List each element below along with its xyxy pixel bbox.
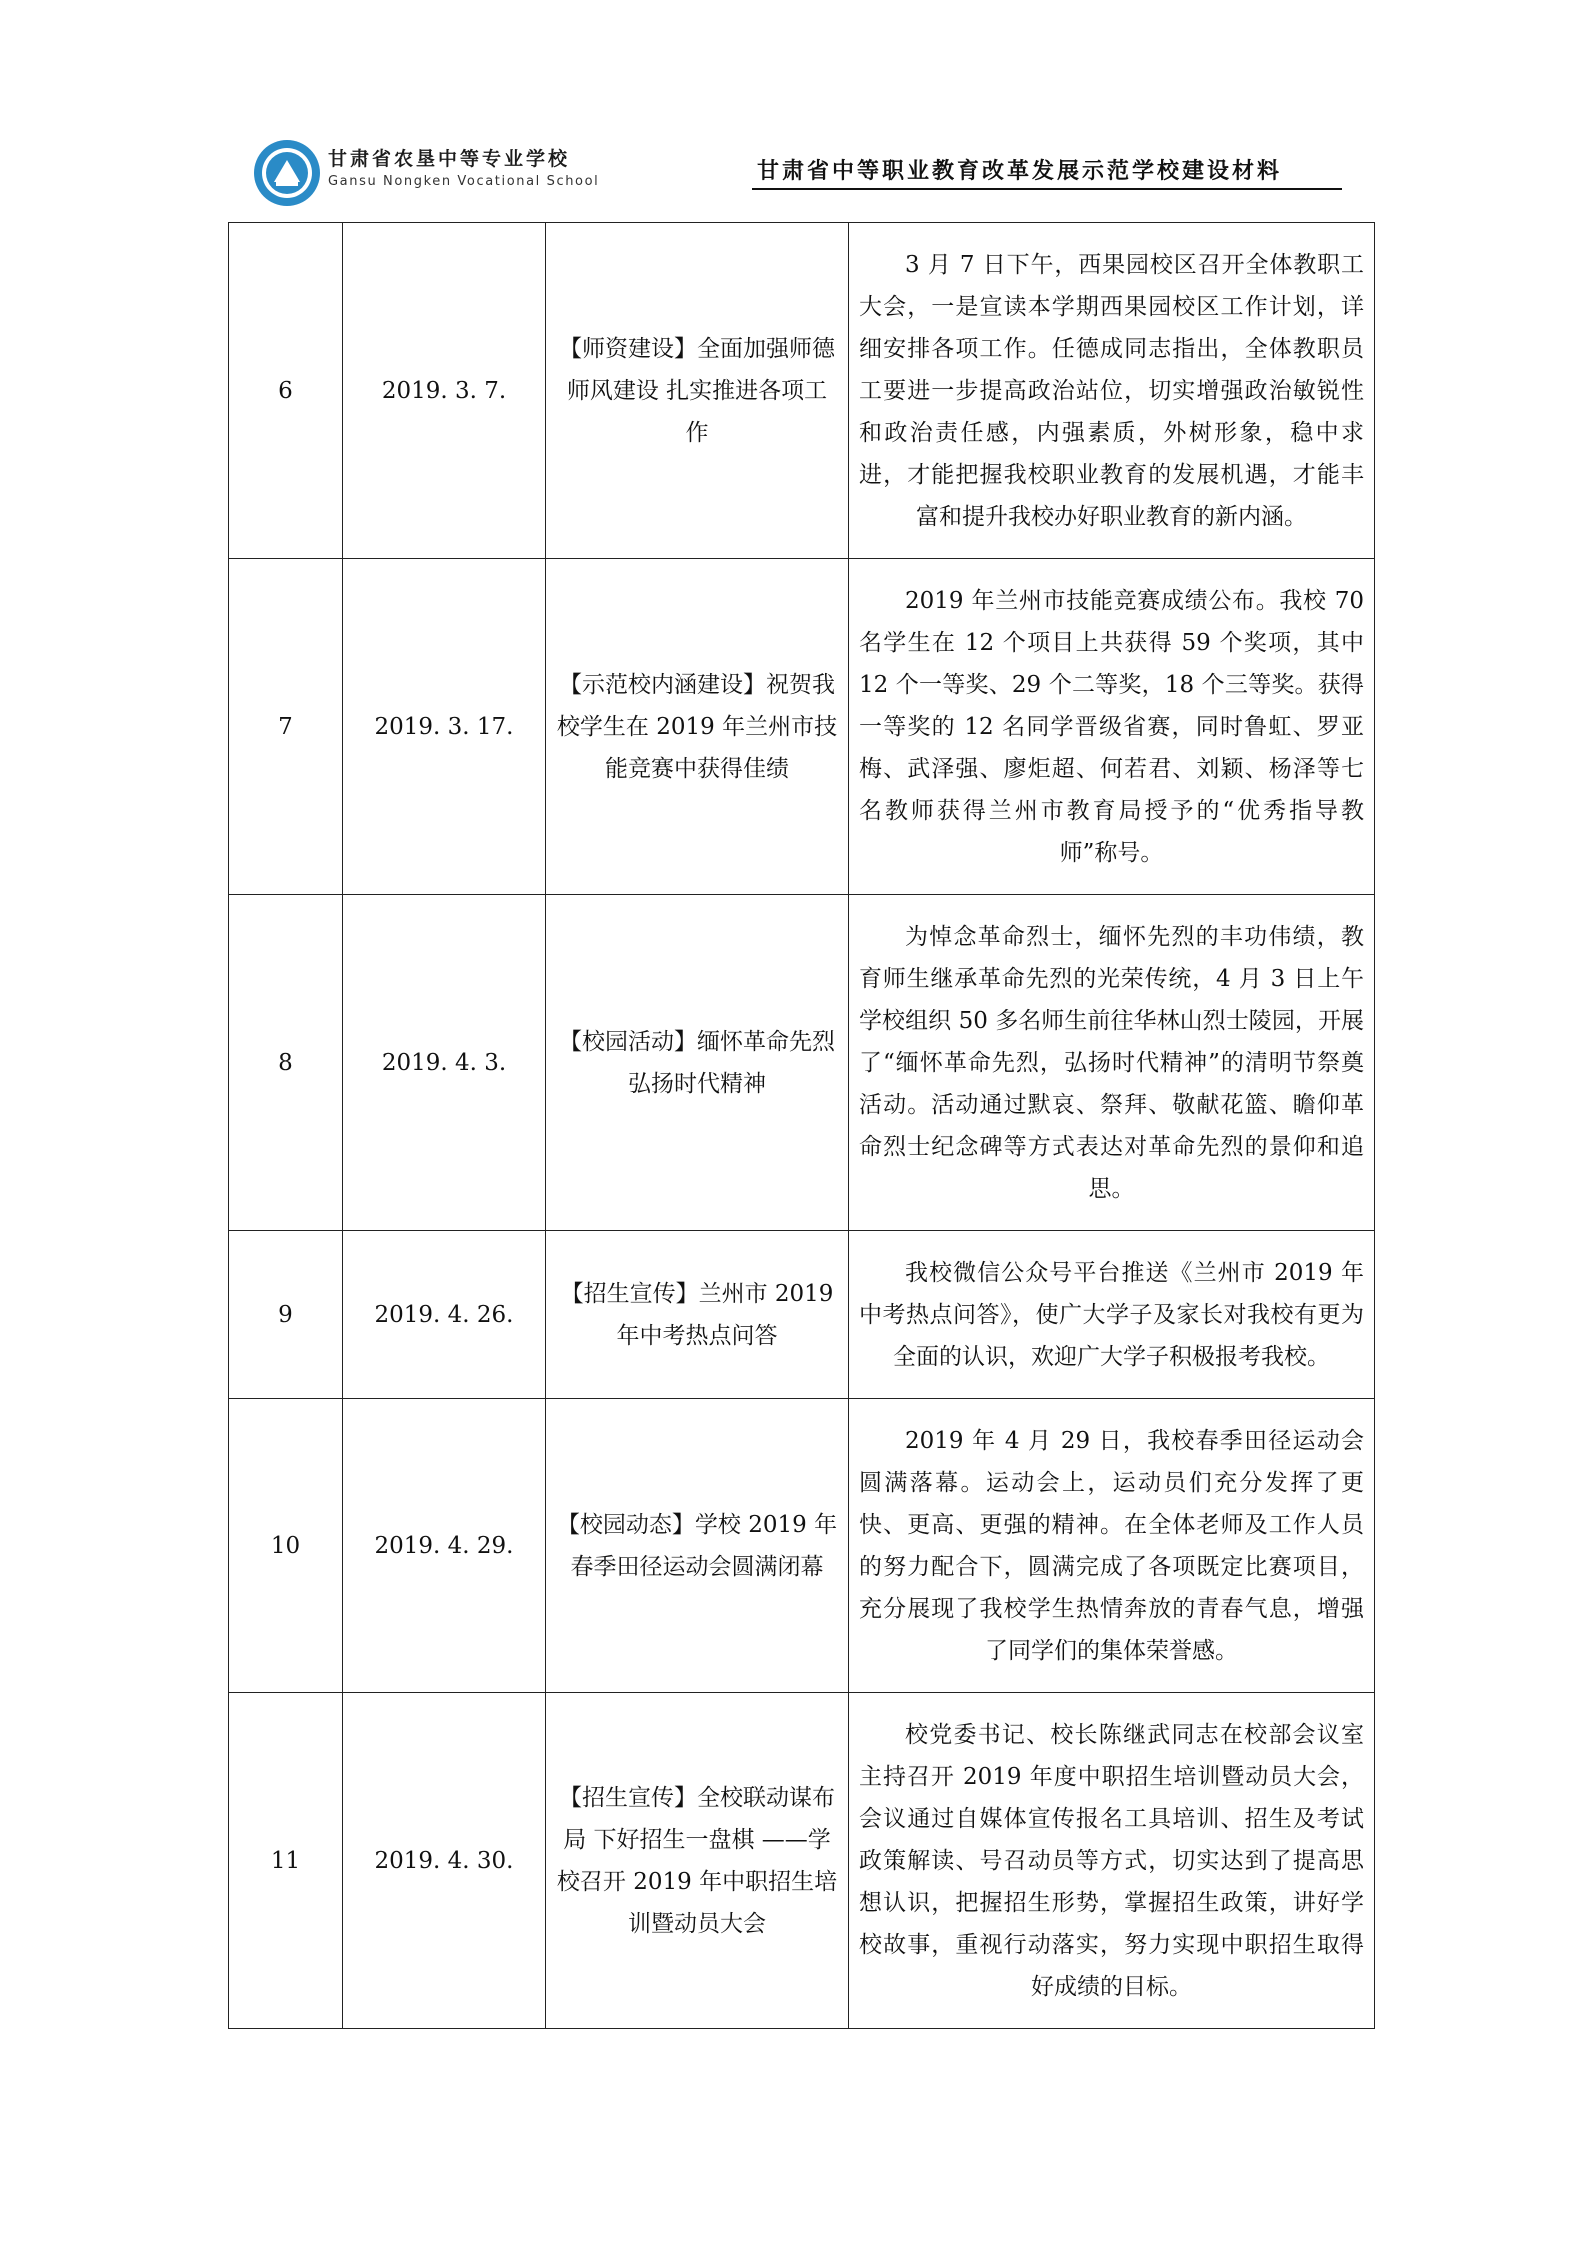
row-number: 11 [229,1693,343,2029]
table-row [229,895,1375,1231]
table-row [229,1231,1375,1399]
row-content-cell [849,223,1375,559]
row-title: 【招生宣传】兰州市 2019 年中考热点问答 [546,1231,849,1399]
row-title: 【校园动态】学校 2019 年春季田径运动会圆满闭幕 [546,1399,849,1693]
document-title: 甘肃省中等职业教育改革发展示范学校建设材料 [757,159,1283,184]
table-row [229,1399,1375,1693]
row-content: 校党委书记、校长陈继武同志在校部会议室主持召开 2019 年度中职招生培训暨动员大会，会议通过自媒体宣传报名工具培训、招生及考试政策解读、号召动员等方式，切实达到了提高思想认识，把握招生形势，掌握招生政策，讲好学校故事，重视行动落实，努力实现中职招生取得好成绩的目标。 [859,1721,1364,2000]
row-number: 8 [229,895,343,1231]
row-content: 3 月 7 日下午，西果园校区召开全体教职工大会，一是宣读本学期西果园校区工作计划，详细安排各项工作。任德成同志指出，全体教职员工要进一步提高政治站位，切实增强政治敏锐性和政治责任感，内强素质，外树形象，稳中求进，才能把握我校职业教育的发展机遇，才能丰富和提升我校办好职业教育的新内涵。 [859,251,1364,530]
row-content: 2019 年兰州市技能竞赛成绩公布。我校 70 名学生在 12 个项目上共获得 59 个奖项，其中 12 个一等奖、29 个二等奖，18 个三等奖。获得一等奖的 12 名同学晋级省赛，同时鲁虹、罗亚梅、武泽强、廖炬超、何若君、刘颖、杨泽等七名教师获得兰州市教育局授予的“优秀指导教师”称号。 [859,587,1364,866]
school-name-en: Gansu Nongken Vocational School [328,174,600,189]
table-row [229,1693,1375,2029]
header-underline [752,188,1342,190]
records-table [228,222,1375,2029]
row-content-cell [849,1399,1375,1693]
row-date: 2019. 4. 3. [343,895,546,1231]
row-title: 【校园活动】缅怀革命先烈 弘扬时代精神 [546,895,849,1231]
row-title: 【招生宣传】全校联动谋布局 下好招生一盘棋 ——学校召开 2019 年中职招生培训暨动员大会 [546,1693,849,2029]
row-content-cell [849,559,1375,895]
row-date: 2019. 3. 17. [343,559,546,895]
row-content-cell [849,895,1375,1231]
table-row [229,559,1375,895]
row-content-cell [849,1693,1375,2029]
row-number: 9 [229,1231,343,1399]
row-content-cell [849,1231,1375,1399]
row-date: 2019. 4. 26. [343,1231,546,1399]
row-content: 为悼念革命烈士，缅怀先烈的丰功伟绩，教育师生继承革命先烈的光荣传统，4 月 3 日上午学校组织 50 多名师生前往华林山烈士陵园，开展了“缅怀革命先烈，弘扬时代精神”的清明节祭奠活动。活动通过默哀、祭拜、敬献花篮、瞻仰革命烈士纪念碑等方式表达对革命先烈的景仰和追思。 [859,923,1364,1202]
page-header [252,130,1352,190]
row-content: 2019 年 4 月 29 日，我校春季田径运动会圆满落幕。运动会上，运动员们充分发挥了更快、更高、更强的精神。在全体老师及工作人员的努力配合下，圆满完成了各项既定比赛项目，充分展现了我校学生热情奔放的青春气息，增强了同学们的集体荣誉感。 [859,1427,1364,1664]
row-number: 7 [229,559,343,895]
school-emblem-icon [252,138,322,208]
table-row [229,223,1375,559]
row-date: 2019. 4. 30. [343,1693,546,2029]
school-name-cn: 甘肃省农垦中等专业学校 [328,148,571,170]
row-number: 6 [229,223,343,559]
row-title: 【示范校内涵建设】祝贺我校学生在 2019 年兰州市技能竞赛中获得佳绩 [546,559,849,895]
row-date: 2019. 4. 29. [343,1399,546,1693]
row-content: 我校微信公众号平台推送《兰州市 2019 年中考热点问答》，使广大学子及家长对我校有更为全面的认识，欢迎广大学子积极报考我校。 [859,1259,1364,1370]
row-date: 2019. 3. 7. [343,223,546,559]
row-title: 【师资建设】全面加强师德师风建设 扎实推进各项工作 [546,223,849,559]
row-number: 10 [229,1399,343,1693]
